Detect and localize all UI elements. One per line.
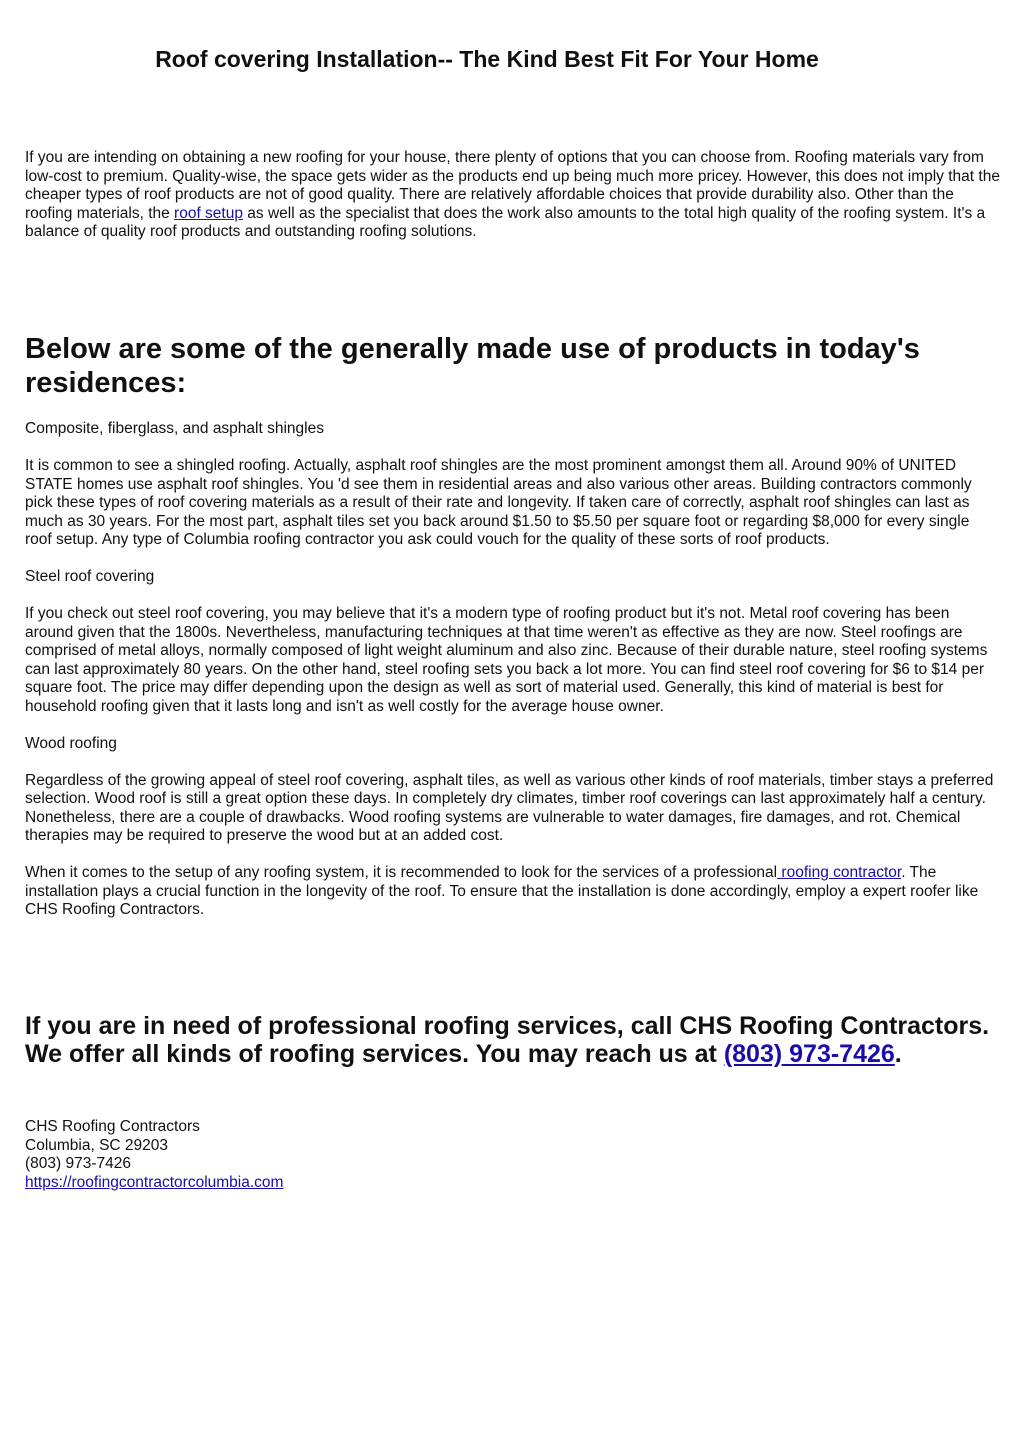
- intro-text-start: If you are intending on obtaining a new roofing for your house, there plenty of options that you can choose from. Roofing materials vary from low-cost to premium. Quality-wise, the space gets wider as the products end up being much more pricey. However, this does not imply that the cheaper types of roof products are not of good quality. There are relatively affordable choices that provide durability also. Other than the roofing materials, the: [25, 149, 1000, 222]
- company-name: CHS Roofing Contractors: [25, 1118, 200, 1135]
- cta-heading: [25, 1012, 1000, 1068]
- company-address: Columbia, SC 29203: [25, 1136, 169, 1154]
- intro-text-end: as well as the specialist that does the work also amounts to the total high quality of the roofing system. It's a balance of quality roof products and outstanding roofing solutions.: [25, 204, 986, 240]
- phone-link[interactable]: (803) 973-7426: [723, 1040, 895, 1068]
- wood-title: Wood roofing: [25, 734, 117, 752]
- contact-block: [25, 1118, 625, 1192]
- company-phone: (803) 973-7426: [25, 1155, 131, 1172]
- roofing-contractor-link[interactable]: roofing contractor: [777, 864, 902, 881]
- website-link[interactable]: https://roofingcontractorcolumbia.com: [25, 1173, 284, 1191]
- installation-text-end: . The installation plays a crucial function in the longevity of the roof. To ensure that the installation is done accordingly, employ a expert roofer like CHS Roofing Contractors.: [25, 864, 979, 918]
- wood-paragraph: Regardless of the growing appeal of steel roof covering, asphalt tiles, as well as various other kinds of roof materials, timber stays a preferred selection. Wood roof is still a great option these days. In completely dry climates, timber roof coverings can last approximately half a century. Nonetheless, there are a couple of drawbacks. Wood roofing systems are vulnerable to water damages, fire damages, and rot. Chemical therapies may be required to preserve the wood but at an added cost.: [25, 771, 994, 844]
- shingles-paragraph: It is common to see a shingled roofing. Actually, asphalt roof shingles are the most prominent amongst them all. Around 90% of UNITED STATE homes use asphalt roof shingles. You 'd see them in residential areas and also various other areas. Building contractors commonly pick these types of roof covering materials as a result of their rate and longevity. If taken care of correctly, asphalt roof shingles can last as much as 30 years. For the most part, asphalt tiles set you back around $1.50 to $5.50 per square foot or regarding $8,000 for every single roof setup. Any type of Columbia roofing contractor you ask could vouch for the quality of these sorts of roof products.: [25, 457, 972, 548]
- products-section: [25, 420, 1000, 938]
- installation-paragraph: [25, 864, 1000, 920]
- installation-text-start: When it comes to the setup of any roofing system, it is recommended to look for the services of a professional: [25, 864, 778, 881]
- intro-paragraph: [25, 149, 1000, 242]
- steel-paragraph: If you check out steel roof covering, you may believe that it's a modern type of roofing product but it's not. Metal roof covering has been around given that the 1800s. Nevertheless, manufacturing techniques at that time weren't as effective as they are now. Steel roofings are comprised of metal alloys, normally composed of light weight aluminum and also zinc. Because of their durable nature, steel roofing systems can last approximately 80 years. On the other hand, steel roofing sets you back a lot more. You can find steel roof covering for $6 to $14 per square foot. The price may differ depending upon the design as well as sort of material used. Generally, this kind of material is best for household roofing given that it lasts long and isn't as well costly for the average house owner.: [25, 605, 988, 715]
- page-title: Roof covering Installation-- The Kind Best Fit For Your Home: [155, 46, 819, 72]
- steel-title: Steel roof covering: [25, 568, 155, 585]
- cta-text: If you are in need of professional roofing services, call CHS Roofing Contractors. We offer all kinds of roofing services. You may reach us at: [25, 1012, 990, 1068]
- cta-period: .: [894, 1040, 902, 1068]
- shingles-title: Composite, fiberglass, and asphalt shingles: [25, 420, 324, 437]
- products-heading: Below are some of the generally made use of products in today's residences:: [25, 333, 920, 399]
- roof-setup-link[interactable]: roof setup: [174, 204, 243, 222]
